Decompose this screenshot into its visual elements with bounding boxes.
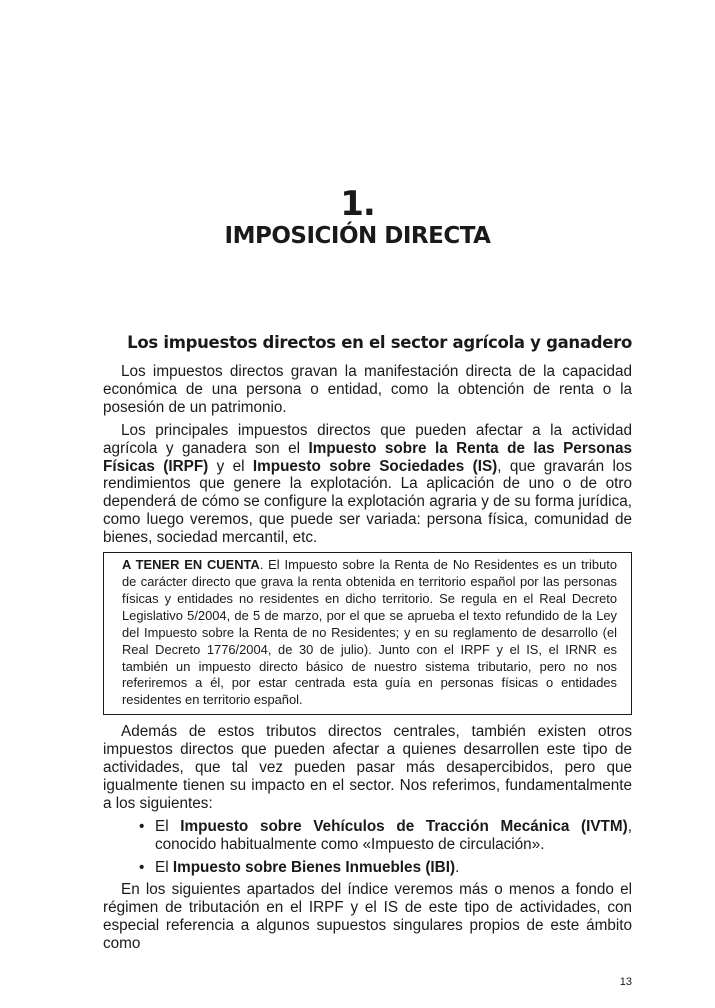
note-body: . El Impuesto sobre la Renta de No Residentes es un tributo de carácter directo que grava la renta obtenida en territorio español por las personas físicas y entidades no residentes en dicho territorio. Se regula en el Real Decreto Legislativo 5/2004, de 5 de marzo, por el que se aprueba el texto refundido de la Ley del Impuesto sobre la Renta de no Residentes; y en su reglamento de desarrollo (el Real Decreto 1776/2004, de 30 de julio). Junto con el IRPF y el IS, el IRNR es también un impuesto directo básico de nuestro sistema tributario, pero no nos referiremos a él, por estar centrada esta guía en personas físicas o entidades residentes en territorio español. (122, 557, 617, 708)
body-content (103, 363, 632, 958)
paragraph-text: Los principales impuestos directos que pueden afectar a la actividad agrícola y ganadera son el (103, 421, 632, 457)
paragraph-intro: Los impuestos directos gravan la manifestación directa de la capacidad económica de una persona o entidad, como la obtención de renta o la posesión de un patrimonio. (103, 363, 632, 416)
list-item-text: El (155, 858, 173, 876)
paragraph-text: y el (208, 457, 253, 475)
tax-list (103, 818, 632, 877)
paragraph-following-sections: En los siguientes apartados del índice veremos más o menos a fondo el régimen de tributación en el IRPF y el IS de este tipo de actividades, con especial referencia a algunos supuestos singulares propios de este ámbito como (103, 881, 632, 953)
list-item-ivtm (139, 818, 632, 854)
note-text (122, 557, 617, 709)
note-label: A TENER EN CUENTA (122, 557, 260, 573)
chapter-title: IMPOSICIÓN DIRECTA (224, 223, 491, 249)
paragraph-text: , que gravarán los rendimientos que genere la explotación. La aplicación de uno o de otro dependerá de cómo se configure la explotación agraria y de su forma jurídica, como luego veremos, que puede ser variada: persona física, comunidad de bienes, sociedad mercantil, etc. (103, 457, 633, 547)
paragraph-main-taxes (103, 422, 632, 547)
irpf-term: Impuesto sobre la Renta de las Personas Físicas (IRPF) (103, 439, 632, 475)
chapter-number: 1. (340, 184, 375, 224)
ibi-term: Impuesto sobre Bienes Inmuebles (IBI) (172, 858, 456, 876)
bullet-icon: • (139, 817, 145, 835)
page-number: 13 (619, 976, 632, 988)
list-item-text: . (455, 858, 460, 876)
bullet-icon: • (139, 858, 145, 876)
list-item-text: El (155, 817, 181, 835)
ivtm-term: Impuesto sobre Vehículos de Tracción Mecánica (IVTM) (180, 817, 628, 835)
paragraph-other-taxes: Además de estos tributos directos centrales, también existen otros impuestos directos que pueden afectar a quienes desarrollen este tipo de actividades, que tal vez pueden pasar más desapercibidos, pero que igualmente tienen su impacto en el sector. Nos referimos, fundamentalmente a los siguientes: (103, 723, 632, 812)
is-term: Impuesto sobre Sociedades (IS) (252, 457, 498, 475)
list-item-ibi (139, 859, 632, 877)
list-item-text: , conocido habitualmente como «Impuesto de circulación». (155, 817, 632, 853)
section-heading: Los impuestos directos en el sector agrícola y ganadero (127, 333, 632, 352)
note-box (103, 552, 632, 715)
